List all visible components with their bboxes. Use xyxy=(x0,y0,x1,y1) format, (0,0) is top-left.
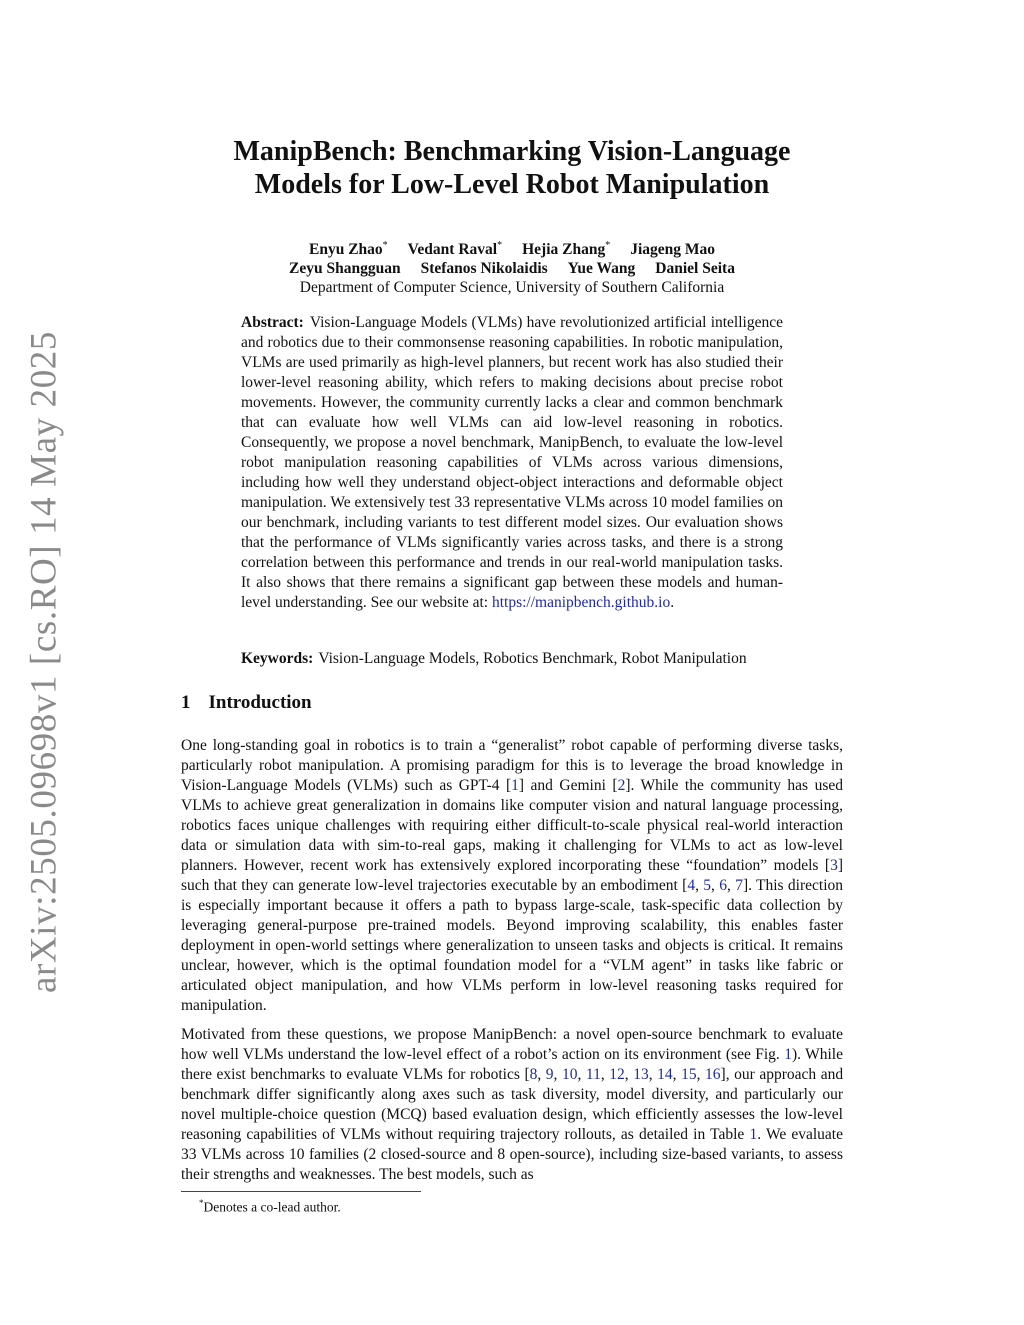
citation-link[interactable]: 10 xyxy=(561,1066,578,1083)
citation-link[interactable]: 3 xyxy=(830,857,838,874)
citation-link[interactable]: 11 xyxy=(585,1066,601,1083)
author-name-text: Hejia Zhang xyxy=(522,241,606,259)
citation-link[interactable]: 9 xyxy=(545,1066,554,1083)
paragraph-text: , xyxy=(600,1066,610,1083)
author-name-text: Yue Wang xyxy=(567,260,636,278)
paper-title xyxy=(150,135,874,201)
citation-link[interactable]: 14 xyxy=(657,1066,673,1083)
paragraph-text: . We evaluate 33 VLMs across 10 families (2 closed-source and 8 open-source), including size-based variants, to assess their strengths and weaknesses. The best models, such as xyxy=(181,1126,843,1183)
citation-link[interactable]: 1 xyxy=(784,1046,792,1063)
author-name-text: Daniel Seita xyxy=(655,260,735,278)
abstract-label: Abstract: xyxy=(241,314,304,331)
section-title: Introduction xyxy=(208,692,312,713)
title-line-2: Models for Low-Level Robot Manipulation xyxy=(254,169,770,200)
citation-link[interactable]: 16 xyxy=(705,1066,721,1083)
author-name xyxy=(408,241,502,258)
citation-link[interactable]: 5 xyxy=(703,877,712,894)
abstract xyxy=(241,313,783,613)
co-lead-mark: * xyxy=(497,240,503,251)
paragraph-text: , xyxy=(624,1066,634,1083)
author-name xyxy=(522,241,610,258)
author-name xyxy=(630,241,715,258)
author-name-text: Enyu Zhao xyxy=(308,241,383,259)
co-lead-mark: * xyxy=(382,240,388,251)
paragraph-text: , xyxy=(648,1066,658,1083)
author-name-text: Vedant Raval xyxy=(407,241,498,259)
paragraph-text: , xyxy=(711,877,720,894)
citation-link[interactable]: 15 xyxy=(681,1066,697,1083)
citation-link[interactable]: 1 xyxy=(511,777,519,794)
author-name-text: Zeyu Shangguan xyxy=(289,260,401,278)
title-line-1: ManipBench: Benchmarking Vision-Language xyxy=(233,136,791,167)
intro-paragraph-1 xyxy=(181,736,843,1016)
keywords xyxy=(241,649,801,669)
paragraph-text: , xyxy=(727,877,736,894)
author-name xyxy=(421,260,548,277)
paragraph-text: ] such that they can generate low-level trajectories executable by an embodiment [ xyxy=(181,857,843,894)
citation-link[interactable]: 2 xyxy=(617,777,626,794)
paragraph-text: , xyxy=(553,1066,562,1083)
paragraph-text: , xyxy=(672,1066,682,1083)
citation-link[interactable]: 7 xyxy=(735,877,743,894)
website-link[interactable]: https://manipbench.github.io xyxy=(491,594,671,611)
section-heading-introduction xyxy=(181,692,312,714)
citation-link[interactable]: 6 xyxy=(719,877,727,894)
paragraph-text: , xyxy=(577,1066,586,1083)
paragraph-text: ]. While the community has used VLMs to achieve great generalization in domains like computer vision and natural language processing, robotics faces unique challenges with requiring either difficult-to-scale physical real-world interaction data or simulation data with sim-to-real gaps, making it challenging for VLMs to act as low-level planners. However, recent work has extensively explored incorporating these “foundation” models [ xyxy=(181,777,843,874)
citation-link[interactable]: 8 xyxy=(529,1066,538,1083)
co-lead-mark: * xyxy=(605,240,611,251)
section-number: 1 xyxy=(181,692,191,713)
paragraph-text: One long-standing goal in robotics is to train a “generalist” robot capable of performing diverse tasks, particularly robot manipulation. A promising paradigm for this is to leverage the broad knowledge in Vision-Language Models (VLMs) such as GPT-4 [ xyxy=(181,737,843,794)
paragraph-text: , xyxy=(696,1066,706,1083)
arxiv-identifier: arXiv:2505.09698v1 [cs.RO] 14 May 2025 xyxy=(23,330,65,994)
author-name xyxy=(289,260,401,277)
paragraph-text: ]. This direction is especially important because it offers a path to bypass large-scale, task-specific data collection by leveraging general-purpose pre-trained models. Beyond improving scalability, this enables faster deployment in open-world settings where generalization to unseen tasks and objects is critical. It remains unclear, however, which is the optimal foundation model for a “VLM agent” in tasks like fabric or articulated object manipulation, and how VLMs perform in low-level reasoning tasks required for manipulation. xyxy=(181,877,844,1014)
footnote-mark: * xyxy=(199,1198,204,1208)
footnote-divider xyxy=(181,1191,421,1192)
abstract-end: . xyxy=(670,594,675,611)
author-row-2 xyxy=(150,259,874,278)
author-block xyxy=(150,236,874,297)
keywords-label: Keywords: xyxy=(241,650,314,667)
paragraph-text: ] and Gemini [ xyxy=(518,777,618,794)
paragraph-text: ). While there exist benchmarks to evaluate VLMs for robotics [ xyxy=(181,1046,843,1083)
abstract-text: Vision-Language Models (VLMs) have revolutionized artificial intelligence and robotics due to their commonsense reasoning capabilities. In robotic manipulation, VLMs are used primarily as high-level planners, but recent work has also studied their lower-level reasoning ability, which refers to making decisions about precise robot movements. However, the community currently lacks a clear and common benchmark that can evaluate how well VLMs can aid low-level reasoning in robotics. Consequently, we propose a novel benchmark, ManipBench, to evaluate the low-level robot manipulation reasoning capabilities of VLMs across various dimensions, including how well they understand object-object interactions and deformable object manipulation. We extensively test 33 representative VLMs across 10 model families on our benchmark, including variants to test different model sizes. Our evaluation shows that the performance of VLMs significantly varies across tasks, and there is a strong correlation between this performance and trends in our real-world manipulation tasks. It also shows that there remains a significant gap between these models and human-level understanding. See our website at: xyxy=(241,314,783,611)
citation-link[interactable]: 4 xyxy=(687,877,696,894)
citation-link[interactable]: 13 xyxy=(633,1066,649,1083)
footnote xyxy=(199,1195,341,1216)
paragraph-text: , xyxy=(695,877,704,894)
paragraph-text: ], our approach and benchmark differ significantly along axes such as task diversity, model diversity, and particularly our novel multiple-choice question (MCQ) based evaluation design, which efficiently assesses the low-level reasoning capabilities of VLMs without requiring trajectory rollouts, as detailed in Table xyxy=(181,1066,844,1143)
author-name xyxy=(568,260,636,277)
author-name-text: Jiageng Mao xyxy=(630,241,716,259)
author-name-text: Stefanos Nikolaidis xyxy=(420,260,548,278)
author-name xyxy=(309,241,388,258)
citation-link[interactable]: 1 xyxy=(749,1126,758,1143)
footnote-text: Denotes a co-lead author. xyxy=(203,1199,341,1215)
affiliation: Department of Computer Science, University of Southern California xyxy=(299,279,725,297)
keywords-text: Vision-Language Models, Robotics Benchmark, Robot Manipulation xyxy=(318,650,747,667)
author-name xyxy=(655,260,735,277)
citation-link[interactable]: 12 xyxy=(609,1066,625,1083)
paragraph-text: Motivated from these questions, we propose ManipBench: a novel open-source benchmark to evaluate how well VLMs understand the low-level effect of a robot’s action on its environment (see Fig. xyxy=(181,1026,843,1063)
paragraph-text: , xyxy=(537,1066,546,1083)
author-row-1 xyxy=(150,236,874,259)
intro-paragraph-2 xyxy=(181,1025,843,1185)
